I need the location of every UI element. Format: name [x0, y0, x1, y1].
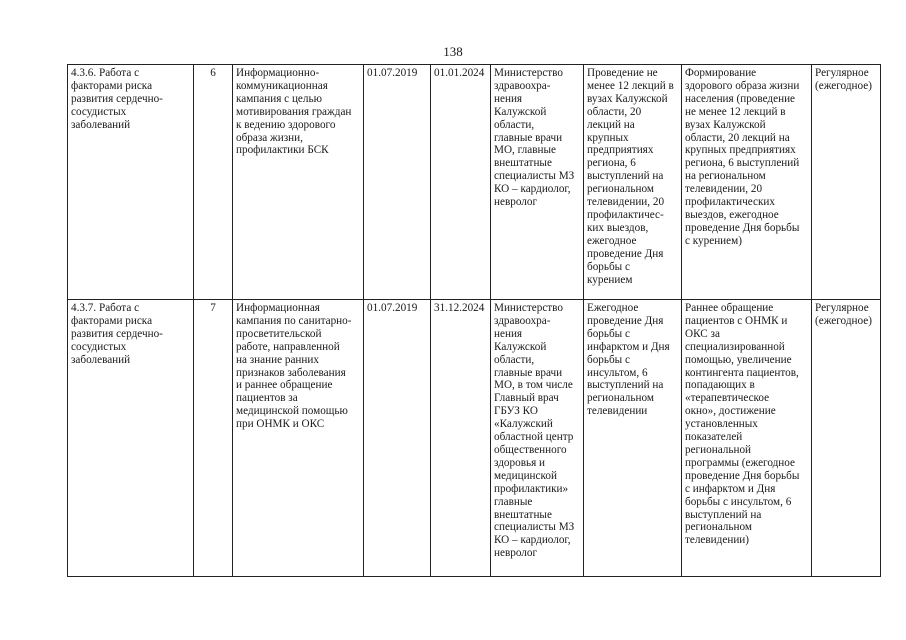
cell-text-line: коммуникационная [236, 79, 328, 92]
cell-text-line: на знание ранних [236, 353, 319, 366]
cell-text-line: крупных предприятиях [685, 144, 796, 157]
cell-text-line: программы (ежегодное [685, 456, 795, 469]
cell-indicator [584, 300, 682, 577]
cell-text-line: региона, 6 выступлений [685, 157, 800, 170]
cell-text-line: 4.3.7. Работа с [71, 302, 140, 314]
cell-text-line: борьбы с [587, 353, 630, 366]
cell-number: 7 [194, 300, 233, 577]
cell-end-date: 01.01.2024 [431, 65, 491, 300]
cell-text-line: ГБУЗ КО [494, 405, 538, 418]
cell-text-line: телевидении, 20 [587, 196, 665, 209]
cell-text-line: с инфарктом и Дня [685, 482, 776, 495]
cell-text-line: кампания с целью [236, 92, 322, 105]
cell-text-line: Проведение не [587, 67, 658, 79]
cell-text-line: телевидении) [685, 534, 750, 547]
cell-text-line: окно», достижение [685, 405, 776, 418]
cell-text-line: крупных [587, 131, 629, 144]
cell-item [68, 65, 194, 300]
cell-text-line: выступлений на [587, 379, 664, 392]
cell-text-line: проведение Дня борьбы [685, 469, 800, 482]
cell-indicator [584, 65, 682, 300]
cell-text-line: не менее 12 лекций в [685, 105, 786, 118]
cell-text-line: развития сердечно- [71, 327, 163, 340]
cell-frequency [812, 300, 881, 577]
cell-text-line: инфарктом и Дня [587, 340, 670, 353]
cell-text-line: мотивирования граждан [236, 105, 352, 118]
cell-text-line: борьбы с инсультом, 6 [685, 495, 792, 508]
cell-text-line: телевидении [587, 405, 648, 418]
cell-text-line: профилактики» [494, 482, 569, 495]
cell-text-line: Министерство [494, 67, 563, 79]
cell-start-date: 01.07.2019 [364, 65, 431, 300]
cell-text-line: нения [494, 327, 523, 340]
cell-text-line: пациентов с ОНМК и [685, 314, 788, 327]
cell-text-line: показателей [685, 431, 743, 444]
cell-text-line: области, [494, 353, 535, 366]
cell-text-line: населения (проведение [685, 92, 796, 105]
cell-text-line: главные врачи [494, 366, 563, 379]
cell-text-line: ежегодное [587, 234, 637, 247]
cell-text-line: к ведению здорового [236, 118, 336, 131]
cell-text-line: Главный врач [494, 392, 559, 405]
cell-text-line: на региональном [685, 170, 766, 183]
cell-text-line: здравоохра- [494, 314, 551, 327]
cell-text-line: 4.3.6. Работа с [71, 67, 140, 79]
cell-item [68, 300, 194, 577]
cell-text-line: телевидении, 20 [685, 183, 763, 196]
cell-text-line: Информационная [236, 302, 320, 314]
cell-text-line: Ежегодное [587, 302, 639, 314]
cell-text-line: Регулярное [815, 302, 869, 314]
cell-text-line: Формирование [685, 67, 757, 79]
cell-text-line: специализированной [685, 340, 785, 353]
cell-text-line: медицинской помощью [236, 405, 348, 418]
cell-end-date: 31.12.2024 [431, 300, 491, 577]
table-body [68, 65, 881, 577]
cell-text-line: вузах Калужской [587, 92, 668, 105]
cell-text-line: региональном [587, 183, 654, 196]
cell-text-line: (ежегодное) [815, 79, 872, 92]
cell-text-line: менее 12 лекций в [587, 79, 674, 92]
cell-text-line: главные [494, 495, 533, 508]
cell-text-line: ОКС за [685, 327, 720, 340]
cell-text-line: медицинской [494, 469, 557, 482]
cell-text-line: проведение Дня [587, 314, 664, 327]
cell-text-line: выездов, ежегодное [685, 208, 779, 221]
cell-result [682, 300, 812, 577]
cell-text-line: «терапевтическое [685, 392, 770, 405]
cell-event [233, 65, 364, 300]
cell-text-line: Информационно- [236, 67, 320, 79]
cell-text-line: Калужской [494, 340, 547, 353]
cell-text-line: Регулярное [815, 67, 869, 79]
cell-text-line: областной центр [494, 431, 574, 444]
cell-text-line: факторами риска [71, 314, 153, 327]
cell-text-line: МО, в том числе [494, 379, 573, 392]
cell-number: 6 [194, 65, 233, 300]
cell-text-line: профилактических [685, 196, 775, 209]
cell-responsible [491, 300, 584, 577]
cell-text-line: профилактики БСК [236, 144, 329, 157]
cell-text-line: инсультом, 6 [587, 366, 648, 379]
program-table [67, 64, 881, 577]
cell-text-line: региональной [685, 443, 752, 456]
cell-text-line: работе, направленной [236, 340, 340, 353]
cell-text-line: вузах Калужской [685, 118, 766, 131]
cell-frequency [812, 65, 881, 300]
cell-text-line: развития сердечно- [71, 92, 163, 105]
cell-text-line: нения [494, 92, 523, 105]
table-row [68, 65, 881, 300]
cell-text-line: выступлений на [587, 170, 664, 183]
cell-text-line: Калужской [494, 105, 547, 118]
cell-text-line: КО – кардиолог, [494, 534, 571, 547]
cell-text-line: внештатные [494, 508, 552, 521]
cell-text-line: МО, главные [494, 144, 556, 157]
cell-text-line: региональном [685, 521, 752, 534]
cell-text-line: области, 20 лекций на [685, 131, 790, 144]
cell-text-line: заболеваний [71, 118, 131, 131]
cell-text-line: ких выездов, [587, 221, 649, 234]
cell-text-line: «Калужский [494, 418, 553, 431]
cell-event [233, 300, 364, 577]
cell-text-line: (ежегодное) [815, 314, 872, 327]
cell-responsible [491, 65, 584, 300]
cell-text-line: выступлений на [685, 508, 762, 521]
cell-text-line: КО – кардиолог, [494, 183, 571, 196]
table-row [68, 300, 881, 577]
cell-text-line: проведение Дня [587, 247, 664, 260]
cell-text-line: просветительской [236, 327, 322, 340]
cell-text-line: региональном [587, 392, 654, 405]
cell-text-line: внештатные [494, 157, 552, 170]
cell-text-line: контингента пациентов, [685, 366, 799, 379]
cell-text-line: установленных [685, 418, 758, 431]
cell-text-line: сосудистых [71, 105, 127, 118]
cell-text-line: главные врачи [494, 131, 563, 144]
cell-text-line: образа жизни, [236, 131, 303, 144]
cell-text-line: помощью, увеличение [685, 353, 792, 366]
cell-text-line: общественного [494, 443, 567, 456]
cell-text-line: невролог [494, 196, 538, 209]
cell-text-line: попадающих в [685, 379, 755, 392]
cell-text-line: области, 20 [587, 105, 642, 118]
cell-text-line: предприятиях [587, 144, 654, 157]
cell-text-line: проведение Дня борьбы [685, 221, 800, 234]
cell-text-line: сосудистых [71, 340, 127, 353]
cell-text-line: и раннее обращение [236, 379, 333, 392]
cell-text-line: специалисты МЗ [494, 521, 575, 534]
cell-text-line: пациентов за [236, 392, 298, 405]
cell-text-line: здорового образа жизни [685, 79, 800, 92]
cell-start-date: 01.07.2019 [364, 300, 431, 577]
cell-text-line: лекций на [587, 118, 635, 131]
cell-text-line: области, [494, 118, 535, 131]
cell-text-line: борьбы с [587, 260, 630, 273]
page-number: 138 [443, 44, 463, 59]
cell-text-line: кампания по санитарно- [236, 314, 352, 327]
cell-text-line: профилактичес- [587, 208, 664, 221]
cell-text-line: невролог [494, 547, 538, 560]
cell-text-line: борьбы с [587, 327, 630, 340]
cell-text-line: признаков заболевания [236, 366, 346, 379]
cell-text-line: здоровья и [494, 456, 546, 469]
cell-text-line: курением [587, 273, 633, 286]
cell-result [682, 65, 812, 300]
cell-text-line: Министерство [494, 302, 563, 314]
cell-text-line: заболеваний [71, 353, 131, 366]
cell-text-line: региона, 6 [587, 157, 636, 170]
cell-text-line: специалисты МЗ [494, 170, 575, 183]
cell-text-line: с курением) [685, 234, 742, 247]
cell-text-line: при ОНМК и ОКС [236, 418, 325, 431]
cell-text-line: Раннее обращение [685, 302, 774, 314]
cell-text-line: факторами риска [71, 79, 153, 92]
cell-text-line: здравоохра- [494, 79, 551, 92]
